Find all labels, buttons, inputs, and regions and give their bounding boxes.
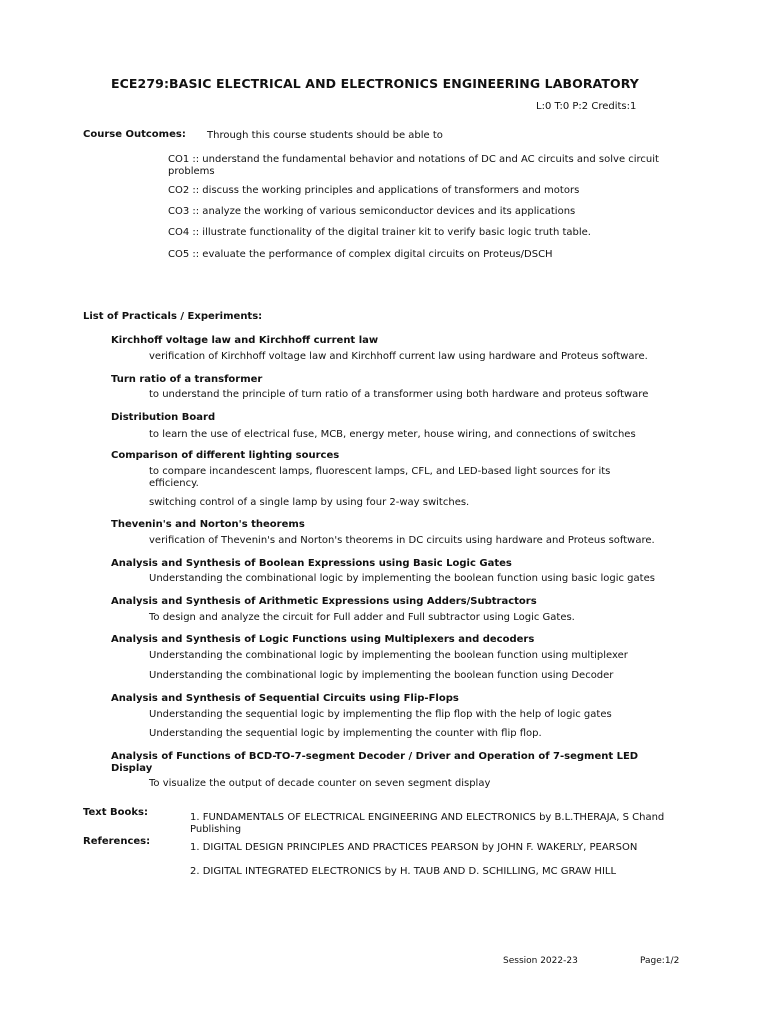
practical-description: Understanding the combinational logic by implementing the boolean function using multiplexer xyxy=(149,650,628,661)
textbook-item: 1. FUNDAMENTALS OF ELECTRICAL ENGINEERING AND ELECTRONICS by B.L.THERAJA, S Chand Publishing xyxy=(190,812,665,835)
reference-item: 2. DIGITAL INTEGRATED ELECTRONICS by H. TAUB AND D. SCHILLING, MC GRAW HILL xyxy=(190,866,617,877)
course-outcomes-label: Course Outcomes: xyxy=(83,129,186,140)
practical-title: Thevenin's and Norton's theorems xyxy=(111,519,305,530)
practical-title: Analysis of Functions of BCD-TO-7-segment Decoder / Driver and Operation of 7-segment LED Display xyxy=(111,751,639,774)
outcome-co4: CO4 :: illustrate functionality of the digital trainer kit to verify basic logic truth table. xyxy=(168,227,591,238)
practical-description: to understand the principle of turn ratio of a transformer using both hardware and proteus software xyxy=(149,389,649,400)
practical-description: Understanding the sequential logic by implementing the flip flop with the help of logic gates xyxy=(149,709,612,720)
outcome-co3: CO3 :: analyze the working of various semiconductor devices and its applications xyxy=(168,206,576,217)
practical-description: Understanding the combinational logic by implementing the boolean function using Decoder xyxy=(149,670,614,681)
textbooks-label: Text Books: xyxy=(83,807,148,818)
outcome-co2: CO2 :: discuss the working principles and applications of transformers and motors xyxy=(168,185,580,196)
practical-title: Analysis and Synthesis of Arithmetic Expressions using Adders/Subtractors xyxy=(111,596,537,607)
outcome-co5: CO5 :: evaluate the performance of complex digital circuits on Proteus/DSCH xyxy=(168,249,553,260)
practical-title: Analysis and Synthesis of Logic Functions using Multiplexers and decoders xyxy=(111,634,535,645)
practical-description: to learn the use of electrical fuse, MCB, energy meter, house wiring, and connections of switches xyxy=(149,429,636,440)
practical-title: Turn ratio of a transformer xyxy=(111,374,263,385)
practical-description: Understanding the combinational logic by implementing the boolean function using basic logic gates xyxy=(149,573,655,584)
practical-description: To design and analyze the circuit for Full adder and Full subtractor using Logic Gates. xyxy=(149,612,575,623)
practical-description: verification of Kirchhoff voltage law and Kirchhoff current law using hardware and Proteus software. xyxy=(149,351,648,362)
page-title: ECE279:BASIC ELECTRICAL AND ELECTRONICS ENGINEERING LABORATORY xyxy=(111,76,639,91)
practical-description: To visualize the output of decade counter on seven segment display xyxy=(149,778,491,789)
page-number: Page:1/2 xyxy=(640,956,680,966)
practical-title: Comparison of different lighting sources xyxy=(111,450,340,461)
practical-title: Kirchhoff voltage law and Kirchhoff current law xyxy=(111,335,379,346)
reference-item: 1. DIGITAL DESIGN PRINCIPLES AND PRACTICES PEARSON by JOHN F. WAKERLY, PEARSON xyxy=(190,842,638,853)
practical-description: Understanding the sequential logic by implementing the counter with flip flop. xyxy=(149,728,542,739)
practical-title: Distribution Board xyxy=(111,412,216,423)
session-label: Session 2022-23 xyxy=(503,956,578,966)
references-label: References: xyxy=(83,836,151,847)
practicals-heading: List of Practicals / Experiments: xyxy=(83,311,263,322)
course-outcomes-intro: Through this course students should be able to xyxy=(207,130,443,141)
practical-description: verification of Thevenin's and Norton's theorems in DC circuits using hardware and Proteus software. xyxy=(149,535,655,546)
practical-title: Analysis and Synthesis of Boolean Expressions using Basic Logic Gates xyxy=(111,558,512,569)
outcome-co1: CO1 :: understand the fundamental behavior and notations of DC and AC circuits and solve circuit problems xyxy=(168,154,659,177)
practical-title: Analysis and Synthesis of Sequential Circuits using Flip-Flops xyxy=(111,693,459,704)
practical-description: switching control of a single lamp by using four 2-way switches. xyxy=(149,497,470,508)
practical-description: to compare incandescent lamps, fluorescent lamps, CFL, and LED-based light sources for its efficiency. xyxy=(149,466,611,489)
ltp-credits: L:0 T:0 P:2 Credits:1 xyxy=(536,101,637,112)
